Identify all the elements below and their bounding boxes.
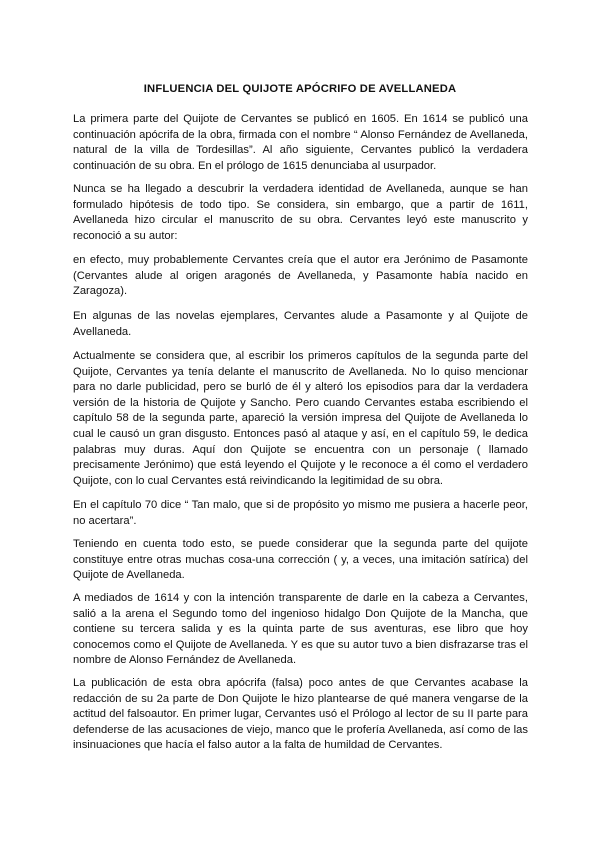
- paragraph-6: En el capítulo 70 dice “ Tan malo, que si de propósito yo mismo me pusiera a hacerle peor, no acertara”.: [73, 499, 528, 527]
- paragraph-8: A mediados de 1614 y con la intención transparente de darle en la cabeza a Cervantes, salió a la arena el Segundo tomo del ingenioso hidalgo Don Quijote de la Mancha, que contiene su tercera salida y es la quinta parte de sus aventuras, ese libro que hoy conocemos como el Quijote de Avellaneda. Y es que su autor tuvo a bien disfrazarse tras el nombre de Alonso Fernández de Avellaneda.: [73, 592, 528, 667]
- paragraph-4: En algunas de las novelas ejemplares, Cervantes alude a Pasamonte y al Quijote de Avellaneda.: [73, 310, 528, 338]
- paragraph-7: Teniendo en cuenta todo esto, se puede considerar que la segunda parte del quijote constituye entre otras muchas cosa-una corrección ( y, a veces, una imitación satírica) del Quijote de Avellaneda.: [73, 538, 528, 582]
- paragraph-3: en efecto, muy probablemente Cervantes creía que el autor era Jerónimo de Pasamonte (Cervantes alude al origen aragonés de Avellaneda, y Pasamonte había nacido en Zaragoza).: [73, 254, 528, 298]
- document-title: INFLUENCIA DEL QUIJOTE APÓCRIFO DE AVELLANEDA: [143, 83, 457, 95]
- paragraph-5: Actualmente se considera que, al escribir los primeros capítulos de la segunda parte del Quijote, Cervantes ya tenía delante el manuscrito de Avellaneda. No lo quiso mencionar para no darle publicidad, pero se burló de él y alteró los episodios para dar la verdadera versión de la historia de Quijote y Sancho. Pero cuando Cervantes estaba escribiendo el capítulo 58 de la segunda parte, apareció la versión impresa del Quijote de Avellaneda lo cual le causó un gran disgusto. Entonces pasó al ataque y así, en el capítulo 59, le dedica palabras muy duras. Aquí don Quijote se encuentra con un personaje ( llamado precisamente Jerónimo) que está leyendo el Quijote y le reconoce a él como el verdadero Quijote, con lo cual Cervantes está reivindicando la legitimidad de su obra.: [73, 350, 528, 487]
- paragraph-2: Nunca se ha llegado a descubrir la verdadera identidad de Avellaneda, aunque se han formulado hipótesis de todo tipo. Se considera, sin embargo, que a partir de 1611, Avellaneda hizo circular el manuscrito de su obra. Cervantes leyó este manuscrito y reconoció a su autor:: [73, 183, 528, 242]
- paragraph-1: La primera parte del Quijote de Cervantes se publicó en 1605. En 1614 se publicó una continuación apócrifa de la obra, firmada con el nombre “ Alonso Fernández de Avellaneda, natural de la villa de Tordesillas”. Al año siguiente, Cervantes publicó la verdadera continuación de su obra. En el prólogo de 1615 denunciaba al usurpador.: [73, 113, 528, 172]
- paragraph-9: La publicación de esta obra apócrifa (falsa) poco antes de que Cervantes acabase la redacción de su 2a parte de Don Quijote le hizo plantearse de qué manera vengarse de la actitud del falsoautor. En primer lugar, Cervantes usó el Prólogo al lector de su II parte para defenderse de las acusaciones de viejo, manco que le profería Avellaneda, así como de las insinuaciones que hacía el falso autor a la falta de humildad de Cervantes.: [73, 677, 528, 752]
